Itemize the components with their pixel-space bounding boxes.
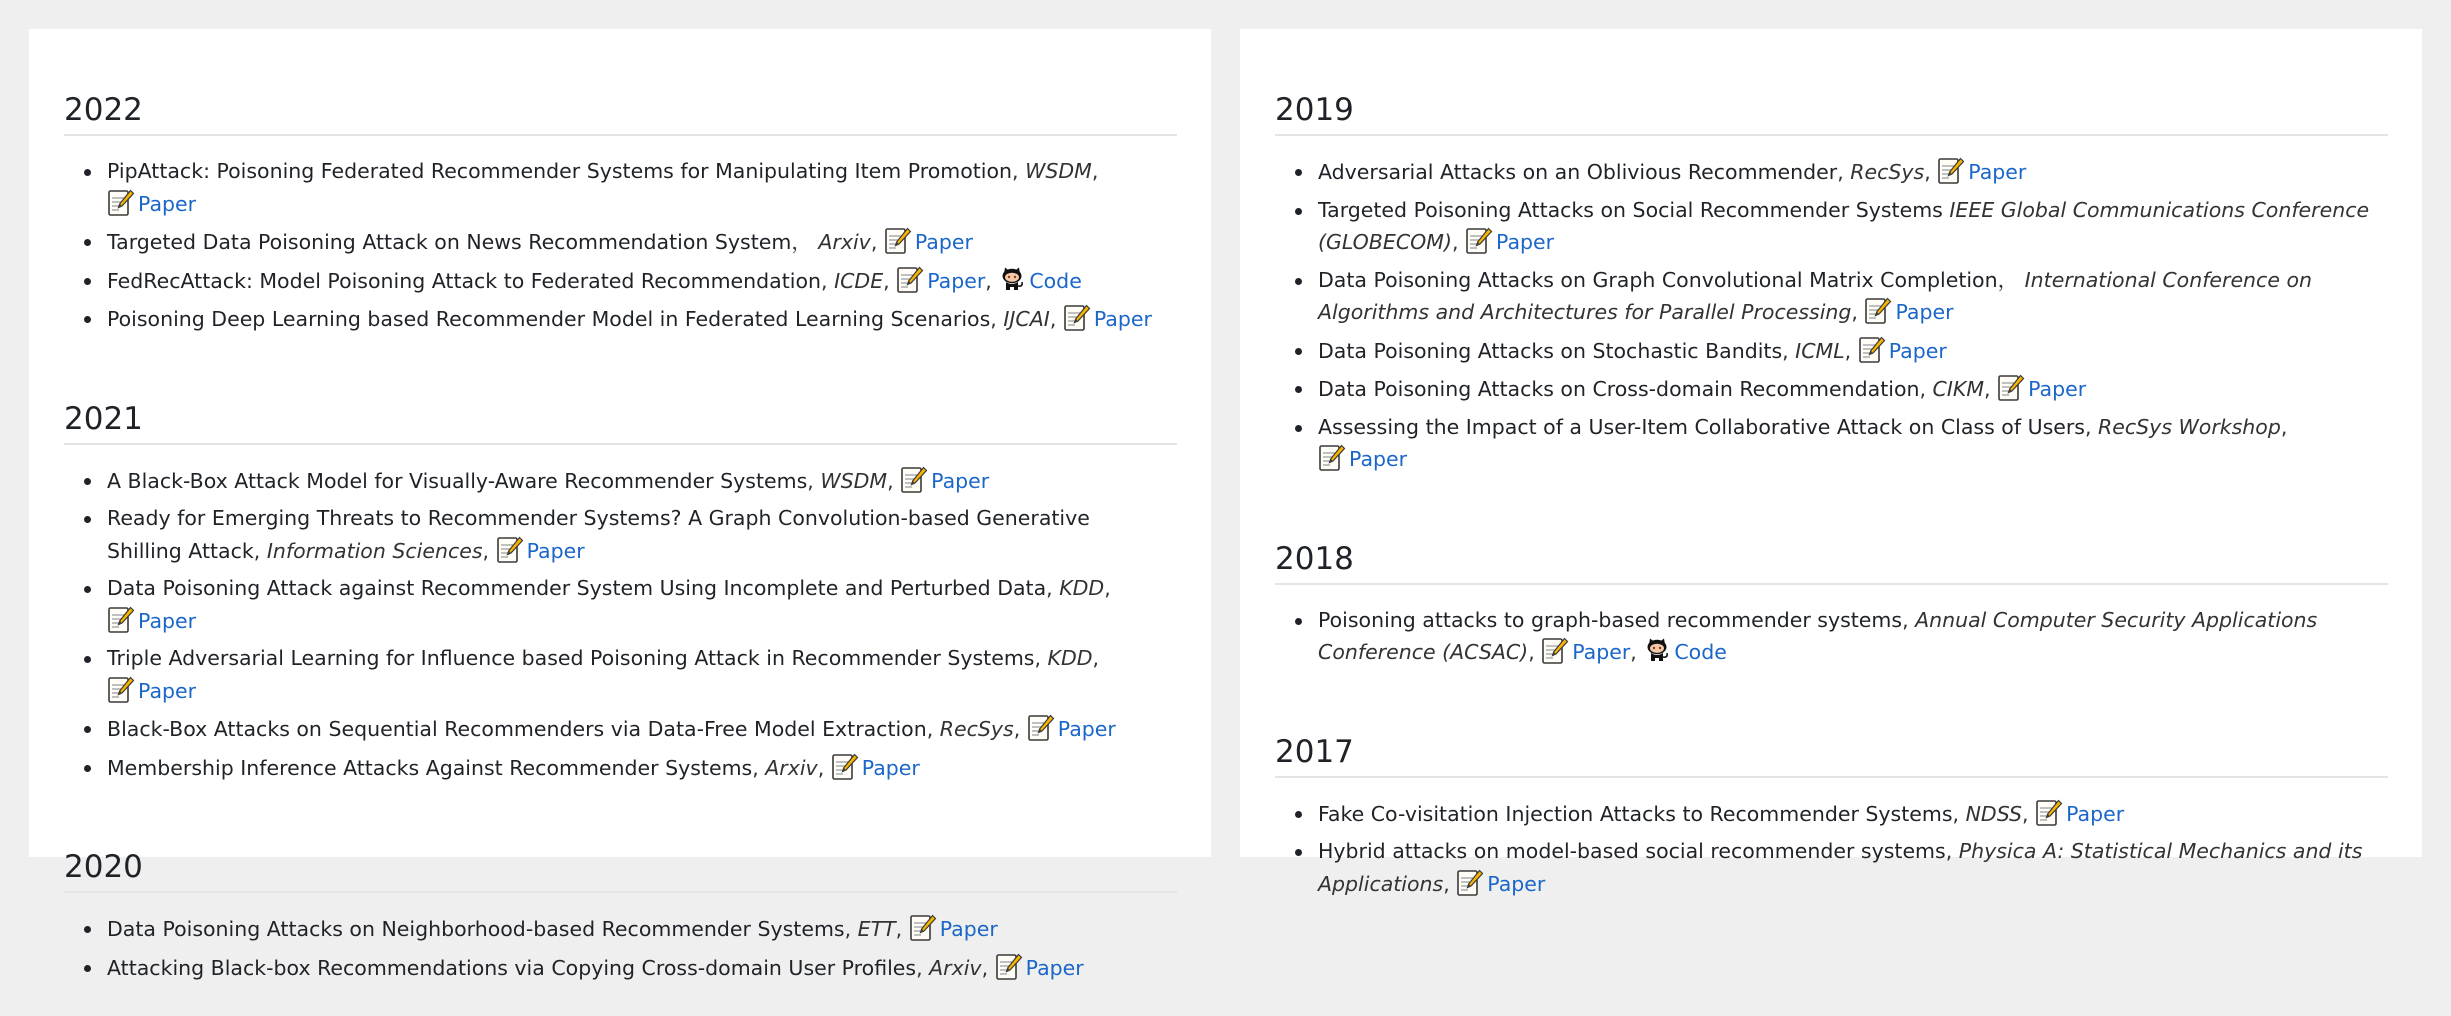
paper-title: Targeted Data Poisoning Attack on News Recommendation System: [107, 230, 792, 254]
venue-comma: ,: [1049, 307, 1063, 331]
paper-link-label: Paper: [861, 755, 920, 780]
paper-links: [107, 609, 196, 633]
paper-link[interactable]: [1937, 160, 2026, 184]
paper-title: Ready for Emerging Threats to Recommender Systems? A Graph Convolution-based Generative Shilling Attack: [107, 506, 1090, 563]
paper-item: [107, 265, 1177, 298]
paper-title: Fake Co-visitation Injection Attacks to Recommender Systems: [1318, 801, 1953, 826]
paper-item: [1318, 836, 2388, 900]
paper-venue: RecSys: [939, 717, 1014, 741]
paper-title: Hybrid attacks on model-based social recommender systems: [1318, 839, 1946, 863]
year-heading: 2017: [1275, 701, 2388, 778]
paper-link[interactable]: [1858, 339, 1947, 363]
paper-link[interactable]: [1465, 230, 1554, 254]
year-heading: 2020: [64, 816, 1177, 893]
venue-comma: ,: [1013, 717, 1027, 741]
title-venue-separator: ,: [807, 468, 821, 493]
paper-venue: International Conference on Algorithms and Architectures for Parallel Processing: [1318, 267, 2312, 324]
paper-item: [107, 913, 1177, 946]
title-venue-separator: ,: [1945, 839, 1959, 863]
paper-item: [107, 713, 1177, 746]
venue-comma: ,: [1851, 300, 1865, 324]
year-heading: 2021: [64, 368, 1177, 445]
memo-icon: [496, 535, 524, 564]
paper-links: [496, 539, 585, 563]
year-heading: 2019: [1275, 59, 2388, 136]
paper-item: [1318, 195, 2388, 259]
title-venue-separator: ,: [821, 268, 835, 293]
year-heading: 2018: [1275, 508, 2388, 585]
paper-title: Adversarial Attacks on an Oblivious Recommender: [1318, 160, 1838, 184]
memo-icon: [1864, 296, 1892, 325]
right-column: [1240, 29, 2422, 896]
title-venue-separator: ,: [1782, 338, 1796, 363]
memo-icon: [107, 675, 135, 704]
venue-comma: ,: [1443, 871, 1457, 896]
paper-venue: ICML: [1795, 338, 1845, 363]
venue-comma: ,: [870, 230, 884, 254]
paper-list: [64, 445, 1177, 817]
paper-links: [831, 756, 920, 780]
code-link-label: Code: [1029, 268, 1082, 293]
link-separator: ,: [1630, 640, 1644, 664]
paper-links: [1858, 339, 1947, 363]
code-link-label: Code: [1674, 640, 1727, 664]
paper-venue: ETT: [857, 917, 896, 941]
memo-icon: [107, 605, 135, 634]
paper-title: Data Poisoning Attacks on Graph Convolutional Matrix Completion: [1318, 267, 1998, 292]
venue-comma: ,: [817, 755, 831, 780]
paper-link[interactable]: [1027, 717, 1116, 741]
paper-item: [107, 226, 1177, 259]
paper-link-label: Paper: [1572, 640, 1631, 664]
github-octocat-icon: [1643, 636, 1671, 665]
paper-title: A Black-Box Attack Model for Visually-Aware Recommender Systems: [107, 468, 808, 493]
paper-links: [909, 917, 998, 941]
paper-venue: Physica A: Statistical Mechanics and its Applications: [1318, 839, 2363, 896]
paper-links: [884, 230, 973, 254]
title-venue-separator: ,: [1902, 607, 1916, 632]
paper-link[interactable]: [995, 956, 1084, 980]
paper-venue: KDD: [1059, 576, 1105, 600]
paper-title: Poisoning Deep Learning based Recommender Model in Federated Learning Scenarios: [107, 307, 991, 331]
paper-item: [107, 303, 1177, 336]
paper-link[interactable]: [909, 917, 998, 941]
memo-icon: [884, 226, 912, 255]
paper-link[interactable]: [1997, 377, 2086, 401]
paper-title: Membership Inference Attacks Against Recommender Systems: [107, 755, 753, 780]
paper-links: [1465, 230, 1554, 254]
paper-link[interactable]: [107, 192, 196, 216]
paper-venue: WSDM: [820, 468, 888, 493]
venue-comma: ,: [883, 268, 897, 293]
paper-link-label: Paper: [914, 230, 973, 254]
paper-link-label: Paper: [138, 608, 197, 633]
venue-comma: ,: [1924, 160, 1938, 184]
paper-venue: ICDE: [834, 268, 884, 293]
title-venue-separator: ,: [844, 917, 858, 941]
venue-comma: ,: [1104, 576, 1111, 600]
paper-link-label: Paper: [1968, 160, 2027, 184]
paper-link[interactable]: [884, 230, 973, 254]
memo-icon: [831, 752, 859, 781]
paper-venue: Information Sciences: [266, 538, 483, 563]
paper-venue: RecSys: [1850, 160, 1925, 184]
paper-link-label: Paper: [526, 538, 585, 563]
paper-title: Targeted Poisoning Attacks on Social Recommender Systems: [1318, 197, 1943, 222]
paper-link-label: Paper: [138, 191, 197, 216]
paper-venue: WSDM: [1025, 159, 1092, 183]
paper-item: [107, 465, 1177, 498]
paper-title: Black-Box Attacks on Sequential Recommenders via Data-Free Model Extraction: [107, 717, 927, 741]
paper-links: [1937, 160, 2026, 184]
title-venue-separator: ,: [1034, 646, 1048, 670]
venue-comma: ,: [2280, 414, 2288, 439]
paper-venue: NDSS: [1965, 801, 2023, 826]
paper-link-label: Paper: [1093, 307, 1152, 331]
paper-link-label: Paper: [1888, 338, 1947, 363]
paper-link-label: Paper: [939, 917, 998, 941]
paper-item: [1318, 265, 2388, 329]
title-venue-separator: ,: [253, 538, 267, 563]
title-venue-separator: ,: [916, 955, 930, 980]
paper-title: FedRecAttack: Model Poisoning Attack to Federated Recommendation: [107, 268, 822, 293]
paper-list: [64, 893, 1177, 1016]
paper-title: Assessing the Impact of a User-Item Collaborative Attack on Class of Users: [1318, 414, 2085, 439]
title-venue-separator: ,: [990, 307, 1004, 331]
paper-title: Data Poisoning Attack against Recommender System Using Incomplete and Perturbed Data: [107, 576, 1047, 600]
paper-title: Attacking Black-box Recommendations via Copying Cross-domain User Profiles: [107, 955, 917, 980]
paper-links: [1456, 872, 1545, 896]
title-venue-separator: ,: [1952, 801, 1966, 826]
title-venue-separator: ，: [1997, 267, 2025, 292]
title-venue-separator: ,: [1837, 160, 1851, 184]
paper-link-label: Paper: [931, 468, 990, 493]
paper-links: [1541, 640, 1727, 664]
title-venue-separator: ,: [2085, 414, 2099, 439]
paper-links: [107, 679, 196, 703]
venue-comma: ,: [887, 468, 901, 493]
memo-icon: [1937, 156, 1965, 185]
paper-item: [1318, 373, 2388, 406]
memo-icon: [1027, 713, 1055, 742]
memo-icon: [896, 265, 924, 294]
paper-links: [1864, 300, 1953, 324]
paper-item: [107, 156, 1177, 220]
paper-link-label: Paper: [1349, 447, 1408, 471]
venue-comma: ,: [1844, 338, 1858, 363]
paper-item: [1318, 412, 2388, 476]
paper-link-label: Paper: [927, 268, 986, 293]
paper-item: [1318, 605, 2388, 669]
code-link[interactable]: [998, 269, 1081, 293]
paper-item: [107, 952, 1177, 985]
paper-venue: Arxiv: [818, 230, 871, 254]
venue-comma: ,: [1984, 377, 1998, 401]
memo-icon: [1541, 636, 1569, 665]
paper-link[interactable]: [1864, 300, 1953, 324]
paper-title: Data Poisoning Attacks on Neighborhood-based Recommender Systems: [107, 917, 845, 941]
paper-links: [1027, 717, 1116, 741]
paper-item: [1318, 798, 2388, 831]
memo-icon: [900, 465, 928, 494]
year-section-2022: [64, 59, 1177, 368]
paper-item: [107, 643, 1177, 707]
year-section-2019: [1275, 59, 2388, 508]
venue-comma: ,: [1528, 640, 1542, 664]
title-venue-separator: ,: [1046, 576, 1060, 600]
paper-link[interactable]: [1541, 640, 1630, 664]
paper-link[interactable]: [107, 609, 196, 633]
paper-links: [1997, 377, 2086, 401]
paper-link[interactable]: [900, 469, 989, 493]
memo-icon: [1456, 868, 1484, 897]
paper-link[interactable]: [107, 679, 196, 703]
paper-venue: CIKM: [1932, 377, 1985, 401]
title-venue-separator: ，: [791, 230, 819, 254]
venue-comma: ,: [981, 955, 995, 980]
paper-title: Triple Adversarial Learning for Influence based Poisoning Attack in Recommender Systems: [107, 646, 1035, 670]
paper-title: Data Poisoning Attacks on Cross-domain Recommendation: [1318, 377, 1920, 401]
paper-venue: IEEE Global Communications Conference (GLOBECOM): [1318, 197, 2370, 254]
title-venue-separator: ,: [1012, 159, 1026, 183]
github-octocat-icon: [998, 265, 1026, 294]
paper-link[interactable]: [896, 269, 985, 293]
paper-link[interactable]: [1063, 307, 1152, 331]
paper-link-label: Paper: [138, 678, 197, 703]
paper-item: [107, 573, 1177, 637]
paper-link-label: Paper: [1496, 230, 1555, 254]
paper-links: [900, 469, 989, 493]
paper-venue: Arxiv: [929, 955, 982, 980]
paper-title: Data Poisoning Attacks on Stochastic Bandits: [1318, 338, 1783, 363]
paper-title: PipAttack: Poisoning Federated Recommender Systems for Manipulating Item Promotion: [107, 159, 1013, 183]
memo-icon: [995, 952, 1023, 981]
paper-item: [1318, 335, 2388, 368]
paper-list: [1275, 778, 2388, 933]
paper-links: [1318, 447, 1407, 471]
memo-icon: [1318, 443, 1346, 472]
paper-link[interactable]: [2035, 802, 2124, 826]
paper-link-label: Paper: [1057, 717, 1116, 741]
memo-icon: [1063, 303, 1091, 332]
paper-venue: IJCAI: [1003, 307, 1050, 331]
year-section-2020: [64, 816, 1177, 1016]
paper-links: [2035, 802, 2124, 826]
venue-comma: ,: [482, 538, 496, 563]
memo-icon: [1997, 373, 2025, 402]
paper-list: [1275, 136, 2388, 508]
paper-link[interactable]: [831, 756, 920, 780]
year-heading: 2022: [64, 59, 1177, 136]
paper-item: [107, 503, 1177, 567]
paper-link[interactable]: [1318, 447, 1407, 471]
paper-venue: Arxiv: [765, 755, 818, 780]
paper-links: [896, 269, 1082, 293]
paper-list: [1275, 585, 2388, 701]
memo-icon: [909, 913, 937, 942]
paper-links: [995, 956, 1084, 980]
venue-comma: ,: [2022, 801, 2036, 826]
paper-link-label: Paper: [2028, 377, 2087, 401]
paper-item: [1318, 156, 2388, 189]
memo-icon: [2035, 798, 2063, 827]
memo-icon: [1858, 335, 1886, 364]
year-section-2018: [1275, 508, 2388, 701]
venue-comma: ,: [895, 917, 909, 941]
year-section-2017: [1275, 701, 2388, 933]
title-venue-separator: ,: [926, 717, 940, 741]
paper-link-label: Paper: [2066, 801, 2125, 826]
paper-venue: Annual Computer Security Applications Conference (ACSAC): [1318, 607, 2318, 664]
paper-link[interactable]: [496, 539, 585, 563]
title-venue-separator: ,: [1919, 377, 1933, 401]
paper-link-label: Paper: [1025, 955, 1084, 980]
memo-icon: [1465, 226, 1493, 255]
paper-link[interactable]: [1456, 872, 1545, 896]
paper-item: [107, 752, 1177, 785]
left-column: [29, 29, 1211, 980]
code-link[interactable]: [1643, 640, 1726, 664]
paper-links: [1063, 307, 1152, 331]
paper-venue: RecSys Workshop: [2098, 414, 2281, 439]
paper-links: [107, 192, 196, 216]
venue-comma: ,: [1451, 230, 1466, 254]
paper-link-label: Paper: [1487, 871, 1546, 896]
paper-list: [64, 136, 1177, 368]
memo-icon: [107, 188, 135, 217]
paper-venue: KDD: [1047, 646, 1093, 670]
year-section-2021: [64, 368, 1177, 817]
venue-comma: ,: [1091, 159, 1099, 183]
link-separator: ,: [985, 268, 999, 293]
venue-comma: ,: [1092, 646, 1100, 670]
paper-title: Poisoning attacks to graph-based recommender systems: [1318, 607, 1903, 632]
title-venue-separator: ,: [752, 755, 766, 780]
paper-link-label: Paper: [1895, 300, 1954, 324]
